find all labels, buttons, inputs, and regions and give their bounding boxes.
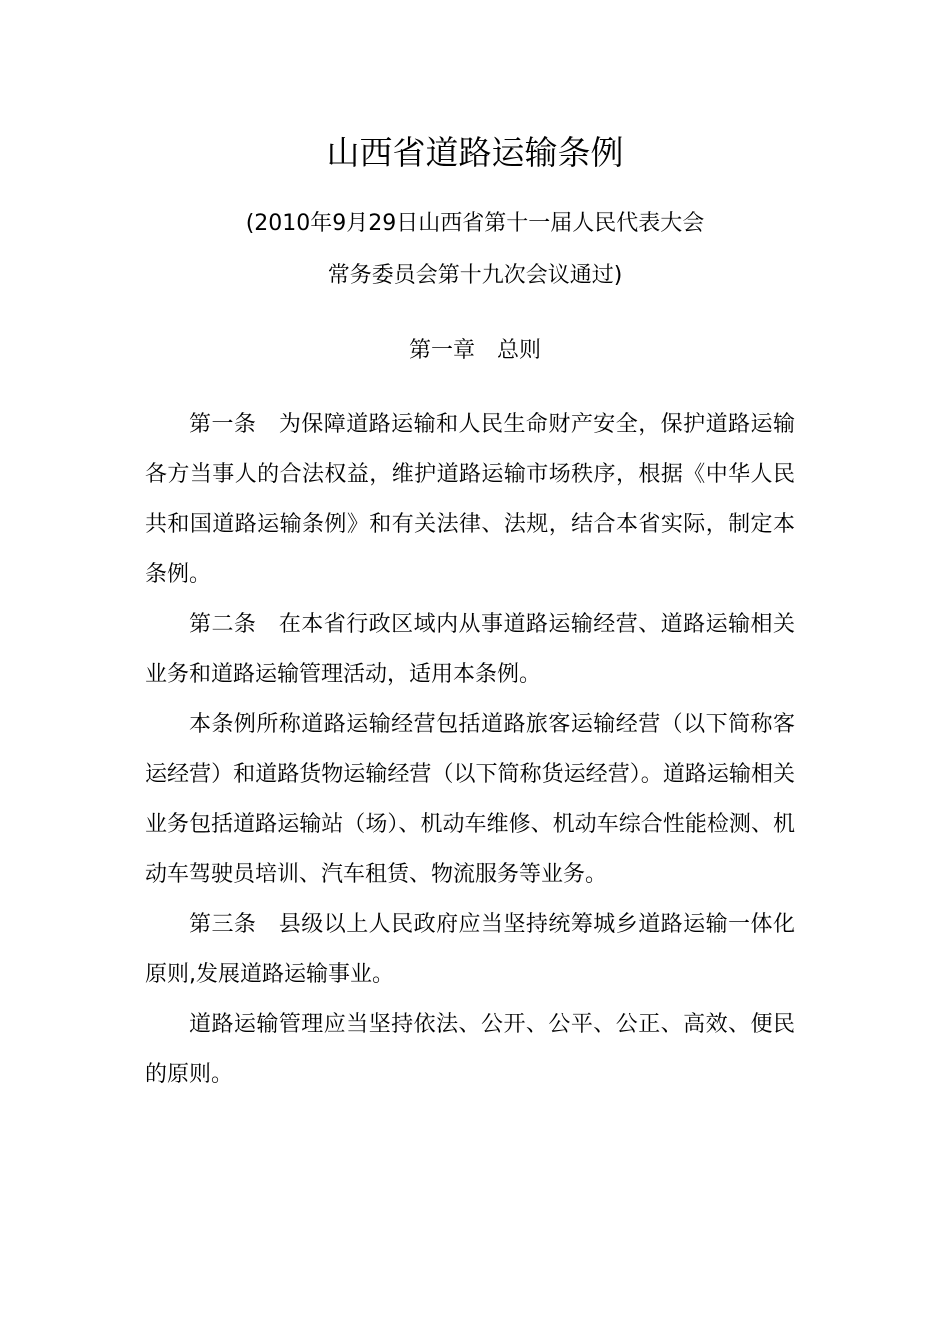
adoption-note-line-2: 常务委员会第十九次会议通过) [327, 263, 623, 288]
adoption-note-line-1: (2010年9月29日山西省第十一届人民代表大会 [245, 211, 705, 236]
paragraph-text: 在本省行政区域内从事道路运输经营、道路运输相关业务和道路运输管理活动，适用本条例。 [145, 612, 795, 687]
article-number: 第一条 [189, 412, 279, 437]
article-3-paragraph [145, 900, 795, 1000]
article-1-paragraph [145, 400, 795, 600]
article-number: 第二条 [189, 612, 279, 637]
article-2-paragraph [145, 600, 795, 700]
paragraph-text: 县级以上人民政府应当坚持统筹城乡道路运输一体化原则,发展道路运输事业。 [145, 912, 795, 987]
article-number: 第三条 [189, 912, 279, 937]
document-body [145, 400, 795, 1100]
article-2-paragraph-2 [145, 700, 795, 900]
paragraph-text: 本条例所称道路运输经营包括道路旅客运输经营（以下简称客运经营）和道路货物运输经营（以下简称货运经营）。道路运输相关业务包括道路运输站（场）、机动车维修、机动车综合性能检测、机动车驾驶员培训、汽车租赁、物流服务等业务。 [145, 712, 795, 887]
article-3-paragraph-2 [145, 1000, 795, 1100]
chapter-heading: 第一章 总则 [408, 338, 541, 363]
document-title: 山西省道路运输条例 [326, 133, 624, 172]
paragraph-text: 道路运输管理应当坚持依法、公开、公平、公正、高效、便民的原则。 [145, 1012, 795, 1087]
paragraph-text: 为保障道路运输和人民生命财产安全，保护道路运输各方当事人的合法权益，维护道路运输市场秩序，根据《中华人民共和国道路运输条例》和有关法律、法规，结合本省实际，制定本条例。 [145, 412, 795, 587]
